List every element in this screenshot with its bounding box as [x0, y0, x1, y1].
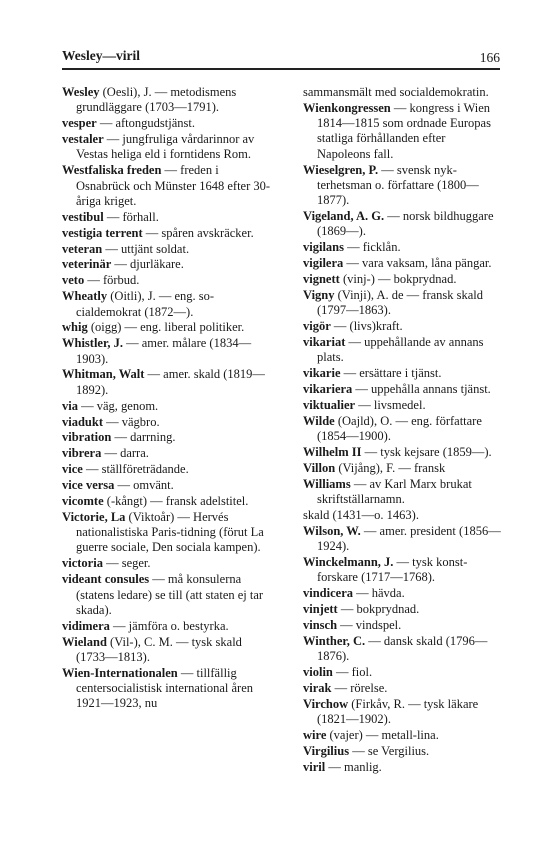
entry-headword: vestibul — [62, 209, 104, 224]
entry-definition: — darrning. — [111, 430, 176, 445]
dictionary-entry — [62, 242, 274, 257]
entry-headword: victoria — [62, 556, 103, 571]
entry-definition: — ersättare i tjänst. — [340, 366, 442, 381]
entry-definition: — freden i Osnabrück och Münster 1648 efter 30-åriga kriget. — [76, 163, 271, 208]
entry-headword: Villon — [303, 461, 336, 476]
entry-definition: — tysk konstforskare (1717—1768). — [317, 555, 468, 585]
entry-headword: vigilera — [303, 256, 344, 271]
entry-definition: — uppehållande av annans plats. — [317, 335, 484, 365]
entry-definition: (vajer) — metall-lina. — [326, 728, 439, 743]
entry-headword: Victorie, La — [62, 509, 126, 524]
entry-definition: — ficklån. — [344, 240, 401, 255]
entry-headword: Winther, C. — [303, 634, 366, 649]
entry-definition: — väg, genom. — [77, 398, 159, 413]
page-header-title: Wesley—viril — [62, 48, 140, 63]
entry-definition: — spåren avskräcker. — [142, 225, 254, 240]
dictionary-entry — [62, 336, 274, 367]
dictionary-entry — [303, 445, 501, 460]
entry-definition: (vinj-) — bokprydnad. — [339, 272, 457, 287]
entry-definition: — vara vaksam, låna pängar. — [343, 256, 492, 271]
dictionary-entry — [62, 556, 274, 571]
entry-headword: vibration — [62, 430, 112, 445]
dictionary-entry — [303, 618, 501, 633]
dictionary-entry — [303, 366, 501, 381]
entry-definition: — bokprydnad. — [337, 602, 420, 617]
entry-headword: Virchow — [303, 697, 349, 712]
dictionary-entry — [62, 320, 274, 335]
entry-headword: Wesley — [62, 85, 100, 99]
dictionary-entry — [62, 666, 274, 712]
entry-definition: — seger. — [102, 556, 151, 571]
dictionary-entry — [62, 226, 274, 241]
dictionary-entry — [303, 288, 501, 319]
entry-definition: skald (1431—o. 1463). — [303, 508, 419, 523]
dictionary-entry — [303, 209, 501, 240]
entry-definition: — norsk bildhuggare (1869—). — [317, 209, 494, 239]
entry-definition: (Oajld), O. — eng. författare (1854—1900). — [317, 413, 482, 444]
entry-definition: — vägbro. — [103, 414, 160, 429]
entry-headword: whig — [62, 320, 88, 335]
entry-headword: viadukt — [62, 414, 103, 429]
entry-headword: vikarie — [303, 366, 341, 381]
entry-definition: — manlig. — [325, 759, 382, 774]
entry-headword: viril — [303, 759, 326, 774]
entry-definition: (Firkåv, R. — tysk läkare (1821—1902). — [317, 697, 479, 727]
dictionary-entry — [303, 240, 501, 255]
dictionary-entry — [303, 477, 501, 508]
entry-headword: via — [62, 398, 78, 413]
entry-definition: — vindspel. — [337, 618, 402, 633]
entry-definition: — tysk kejsare (1859—). — [361, 445, 492, 460]
entry-definition: — rörelse. — [331, 681, 388, 696]
dictionary-entry — [303, 163, 501, 209]
entry-definition: — tillfällig centersocialistisk international åren 1921—1923, nu — [76, 665, 254, 711]
entry-definition: — amer. president (1856—1924). — [317, 524, 501, 554]
dictionary-entry — [62, 619, 274, 634]
entry-headword: vestigia terrent — [62, 225, 143, 240]
entry-headword: virak — [303, 681, 332, 696]
dictionary-entry — [303, 508, 501, 523]
entry-headword: Westfaliska freden — [62, 163, 162, 178]
dictionary-entry — [303, 665, 501, 680]
entry-headword: viktualier — [303, 398, 356, 413]
right-column — [303, 85, 501, 776]
entry-definition: — aftongudstjänst. — [96, 116, 195, 131]
dictionary-entry — [303, 335, 501, 366]
dictionary-entry — [62, 635, 274, 666]
dictionary-entry — [303, 744, 501, 759]
entry-definition: (oigg) — eng. liberal politiker. — [87, 320, 245, 335]
entry-headword: Whistler, J. — [62, 336, 123, 351]
entry-definition: — kongress i Wien 1814—1815 som ordnade Europas statliga förhållanden efter Napoleons fall. — [317, 100, 491, 161]
entry-headword: vikariera — [303, 382, 353, 397]
page-number: 166 — [479, 50, 500, 65]
left-column — [62, 85, 274, 712]
entry-definition: — se Vergilius. — [349, 744, 430, 759]
entry-definition: (Viktoår) — Hervés nationalistiska Paris-tidning (förut La guerre sociale, Den sociala kampen). — [76, 509, 264, 555]
entry-definition: — omvänt. — [114, 478, 174, 493]
entry-headword: Wieselgren, P. — [303, 162, 379, 177]
entry-definition: — förhall. — [103, 209, 159, 224]
entry-headword: Wilson, W. — [303, 524, 361, 538]
dictionary-entry — [62, 415, 274, 430]
entry-definition: — hävda. — [353, 586, 405, 601]
entry-headword: vignett — [303, 272, 340, 287]
entry-headword: vinjett — [303, 602, 338, 617]
dictionary-entry — [62, 289, 274, 320]
entry-headword: veteran — [62, 241, 103, 256]
entry-headword: vibrera — [62, 446, 102, 461]
dictionary-entry — [303, 85, 501, 100]
entry-headword: veterinär — [62, 257, 112, 272]
entry-headword: Virgilius — [303, 744, 350, 759]
entry-definition: — amer. skald (1819—1892). — [76, 367, 265, 397]
entry-headword: Vigny — [303, 288, 335, 303]
dictionary-entry — [303, 382, 501, 397]
entry-headword: vigilans — [303, 240, 344, 255]
dictionary-entry — [62, 430, 274, 445]
entry-headword: Wilde — [303, 413, 335, 428]
entry-headword: vesper — [62, 116, 97, 131]
dictionary-entry — [303, 524, 501, 555]
entry-headword: vice — [62, 462, 83, 477]
dictionary-entry — [303, 398, 501, 413]
dictionary-entry — [303, 697, 501, 728]
dictionary-entry — [303, 272, 501, 287]
entry-headword: vigör — [303, 319, 331, 334]
dictionary-entry — [62, 572, 274, 618]
entry-headword: Vigeland, A. G. — [303, 209, 385, 224]
entry-definition: — jämföra o. bestyrka. — [109, 618, 229, 633]
entry-headword: Wilhelm II — [303, 445, 362, 460]
dictionary-entry — [303, 319, 501, 334]
dictionary-entry — [303, 101, 501, 162]
entry-headword: vinsch — [303, 618, 338, 633]
entry-headword: veto — [62, 273, 85, 288]
dictionary-entry — [62, 446, 274, 461]
entry-headword: wire — [303, 728, 327, 743]
entry-definition: — fiol. — [332, 665, 373, 680]
entry-definition: (Vijång), F. — fransk — [335, 461, 446, 476]
entry-definition: — amer. målare (1834—1903). — [76, 336, 252, 366]
dictionary-entry — [303, 555, 501, 586]
entry-definition: — förbud. — [84, 273, 140, 288]
entry-definition: — av Karl Marx brukat skriftställarnamn. — [317, 476, 472, 507]
dictionary-entry — [62, 478, 274, 493]
dictionary-entry — [303, 586, 501, 601]
entry-headword: vindicera — [303, 586, 353, 601]
entry-definition: (Oitli), J. — eng. socialdemokrat (1872—). — [76, 289, 215, 319]
dictionary-entry — [303, 760, 501, 775]
entry-definition: (-kångt) — fransk adelstitel. — [103, 494, 249, 508]
entry-definition: — ställföreträdande. — [82, 462, 189, 477]
entry-definition: — (livs)kraft. — [330, 319, 403, 334]
dictionary-entry — [303, 461, 501, 476]
entry-headword: Wienkongressen — [303, 100, 391, 115]
entry-headword: vidimera — [62, 618, 110, 633]
dictionary-entry — [62, 210, 274, 225]
dictionary-entry — [303, 634, 501, 665]
entry-definition: sammansmält med socialdemokratin. — [303, 85, 489, 99]
dictionary-entry — [62, 163, 274, 209]
entry-headword: Winckelmann, J. — [303, 555, 394, 570]
entry-headword: Wieland — [62, 634, 107, 649]
entry-headword: Wien-Internationalen — [62, 665, 178, 680]
entry-definition: — må konsulerna (statens ledare) se till (att staten ej tar skada). — [76, 572, 264, 617]
entry-definition: — djurläkare. — [111, 257, 184, 272]
dictionary-entry — [62, 462, 274, 477]
entry-definition: — uppehålla annans tjänst. — [352, 382, 491, 397]
entry-headword: vice versa — [62, 478, 115, 493]
dictionary-entry — [62, 399, 274, 414]
entry-definition: — livsmedel. — [355, 398, 426, 413]
entry-headword: Williams — [303, 476, 351, 491]
entry-definition: — jungfruliga vårdarinnor av Vestas heliga eld i forntidens Rom. — [76, 132, 255, 162]
entry-headword: vikariat — [303, 335, 346, 350]
dictionary-entry — [62, 116, 274, 131]
entry-definition: (Vil-), C. M. — tysk skald (1733—1813). — [76, 634, 242, 664]
dictionary-entry — [303, 728, 501, 743]
entry-headword: vestaler — [62, 132, 104, 147]
dictionary-entry — [62, 494, 274, 509]
entry-headword: Whitman, Walt — [62, 367, 145, 382]
dictionary-entry — [303, 681, 501, 696]
dictionary-entry — [303, 256, 501, 271]
dictionary-entry — [62, 85, 274, 116]
dictionary-entry — [62, 132, 274, 163]
page-header — [62, 46, 500, 70]
entry-definition: (Vinji), A. de — fransk skald (1797—1863). — [317, 288, 484, 318]
entry-definition: — uttjänt soldat. — [102, 241, 190, 256]
entry-headword: violin — [303, 665, 333, 680]
dictionary-entry — [62, 257, 274, 272]
entry-definition: — svensk nykterhetsman o. författare (1800—1877). — [317, 162, 479, 208]
dictionary-entry — [62, 367, 274, 398]
entry-definition: — dansk skald (1796—1876). — [317, 634, 488, 664]
entry-headword: videant consules — [62, 572, 150, 587]
entry-definition: (Oesli), J. — metodismens grundläggare (1703—1791). — [76, 85, 237, 115]
dictionary-entry — [62, 273, 274, 288]
entry-headword: vicomte — [62, 494, 104, 508]
entry-headword: Wheatly — [62, 289, 108, 304]
dictionary-entry — [62, 510, 274, 556]
dictionary-entry — [303, 602, 501, 617]
entry-definition: — darra. — [101, 446, 149, 461]
dictionary-entry — [303, 414, 501, 445]
